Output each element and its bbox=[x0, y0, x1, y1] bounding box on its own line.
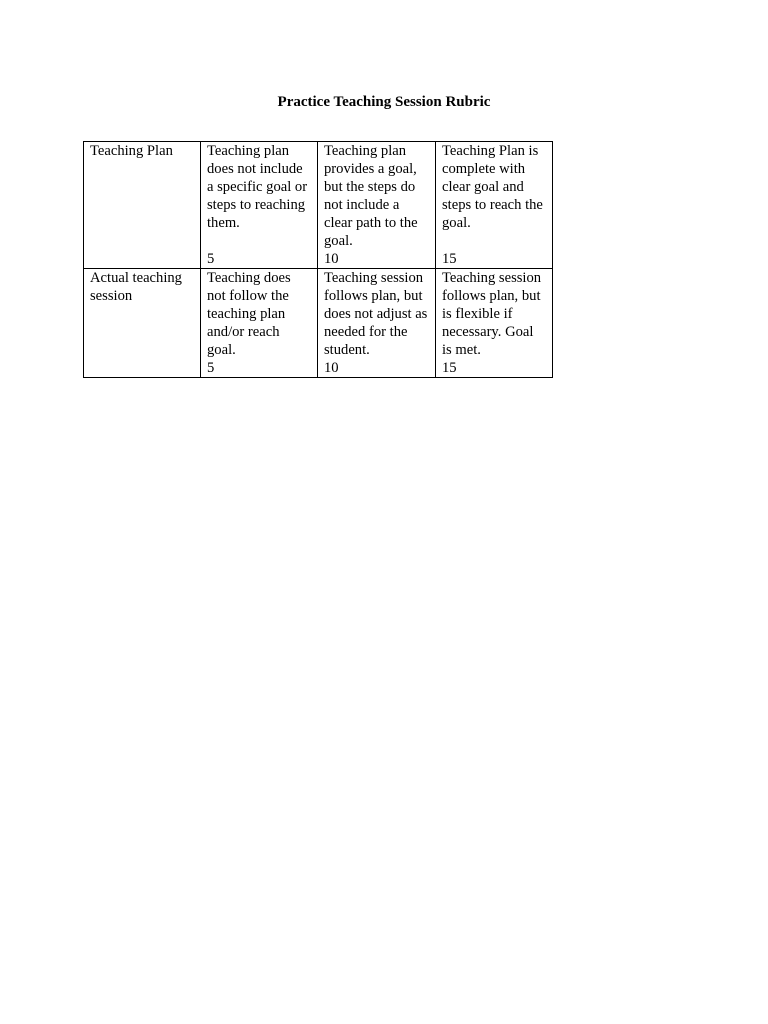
criteria-description: Teaching plan does not include a specific goal or steps to reaching them. bbox=[207, 143, 308, 231]
row-label-cell bbox=[84, 269, 201, 378]
criteria-description: Teaching session follows plan, but does not adjust as needed for the student. bbox=[324, 270, 428, 358]
criteria-score: 15 bbox=[442, 360, 457, 376]
rubric-table bbox=[83, 141, 553, 378]
row-label: Actual teaching session bbox=[90, 270, 182, 304]
criteria-description: Teaching session follows plan, but is flexible if necessary. Goal is met. bbox=[442, 270, 542, 358]
criteria-score: 10 bbox=[324, 251, 339, 267]
table-row-actual-teaching-session bbox=[84, 269, 553, 378]
document-title: Practice Teaching Session Rubric bbox=[277, 94, 491, 110]
table-row-teaching-plan bbox=[84, 142, 553, 269]
criteria-cell-low bbox=[201, 142, 318, 269]
criteria-cell-mid bbox=[318, 269, 436, 378]
criteria-cell-mid bbox=[318, 142, 436, 269]
criteria-score: 5 bbox=[207, 251, 215, 267]
criteria-score: 5 bbox=[207, 360, 215, 376]
row-label-cell bbox=[84, 142, 201, 269]
criteria-score: 15 bbox=[442, 251, 457, 267]
criteria-description: Teaching does not follow the teaching plan and/or reach goal. bbox=[207, 270, 291, 358]
row-label: Teaching Plan bbox=[90, 143, 173, 159]
criteria-score: 10 bbox=[324, 360, 339, 376]
criteria-description: Teaching plan provides a goal, but the steps do not include a clear path to the goal. bbox=[324, 143, 418, 249]
criteria-cell-low bbox=[201, 269, 318, 378]
criteria-cell-high bbox=[436, 269, 553, 378]
criteria-cell-high bbox=[436, 142, 553, 269]
criteria-description: Teaching Plan is complete with clear goal and steps to reach the goal. bbox=[442, 143, 543, 231]
